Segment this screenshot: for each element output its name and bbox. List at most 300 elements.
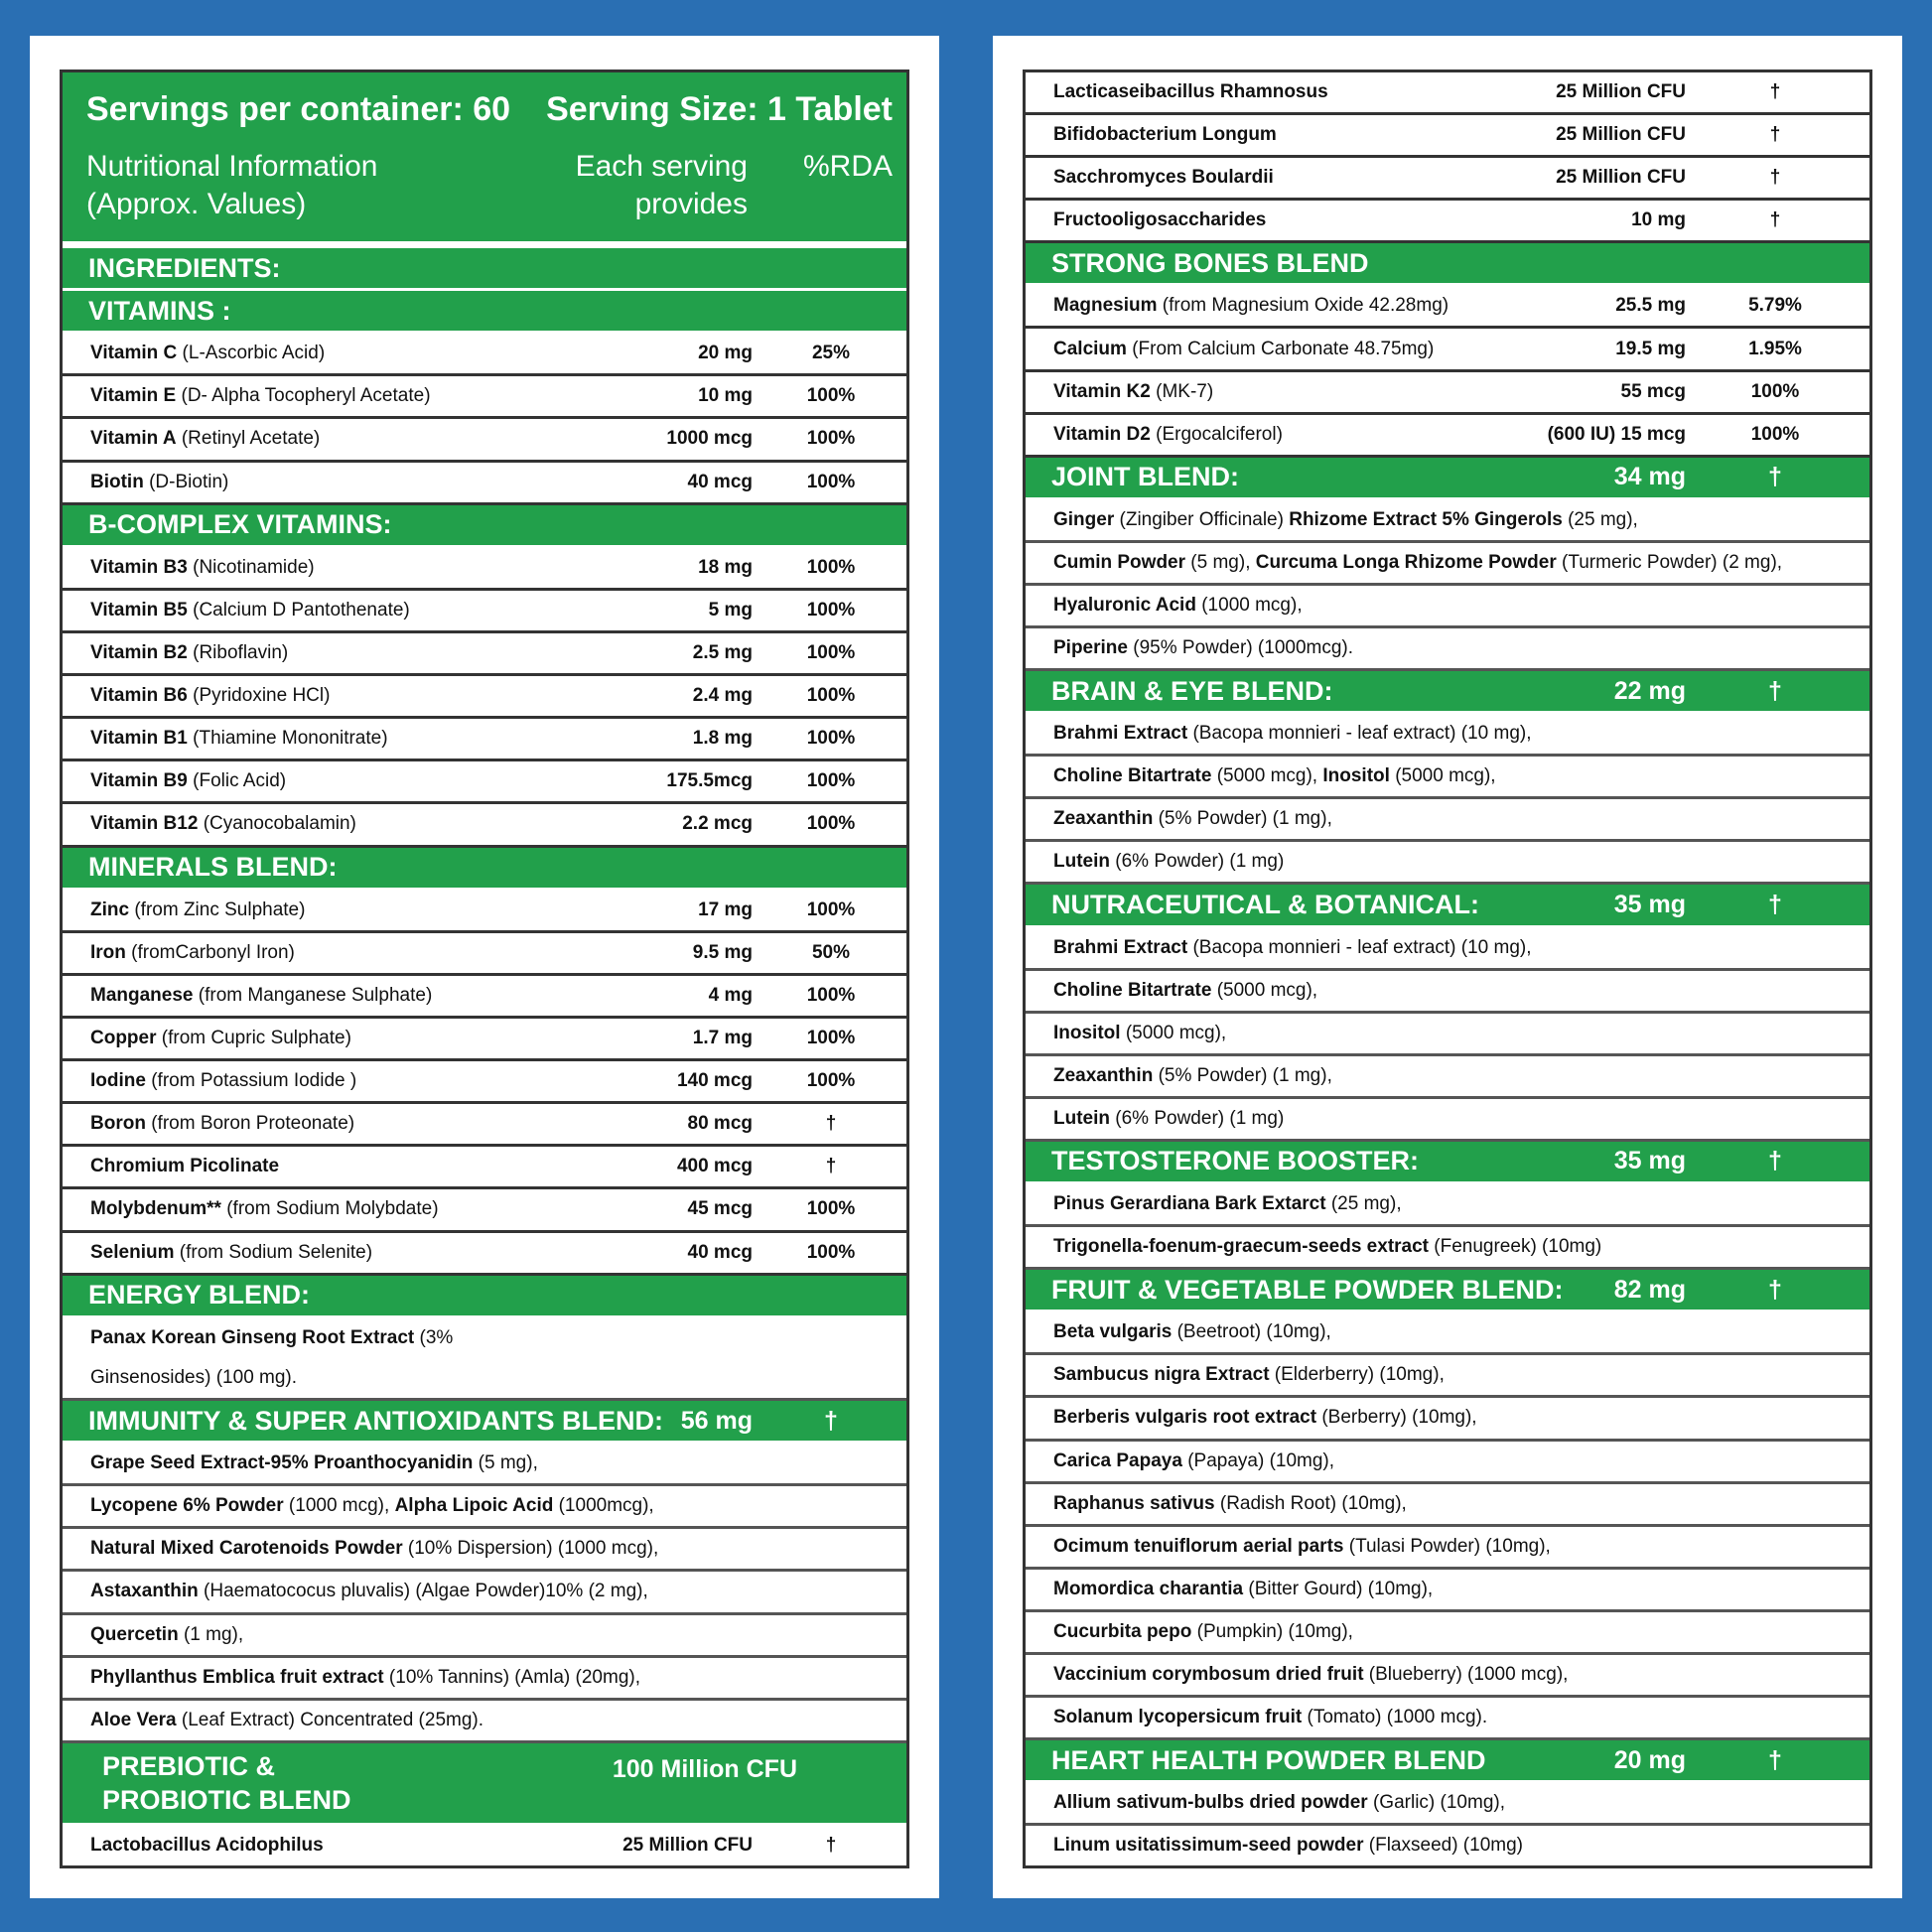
ingredient-detail: (from Manganese Sulphate): [193, 984, 433, 1006]
ingredient-bold: Fructooligosaccharides: [1053, 209, 1267, 231]
ingredient-name: [90, 728, 897, 750]
ingredient-bold: Magnesium: [1053, 295, 1158, 317]
rda-value: 100%: [806, 984, 856, 1006]
ingredient-detail: (Tulasi Powder) (10mg),: [1343, 1535, 1551, 1557]
ingredient-detail: (Turmeric Powder) (2 mg),: [1556, 551, 1783, 573]
ingredient-text-row: [63, 1318, 906, 1358]
table-row: [63, 891, 906, 933]
ingredient-detail: (5% Powder) (1 mg),: [1153, 808, 1332, 830]
ingredient-bold: Aloe Vera: [90, 1709, 177, 1730]
ingredient-bold: Vitamin B6: [90, 685, 188, 707]
ingredient-text-row: [63, 1444, 906, 1486]
ingredient-detail: (5000 mcg),: [1211, 765, 1323, 787]
ingredient-name: [90, 1327, 897, 1349]
table-row: [63, 676, 906, 719]
ingredient-detail: (1000 mcg),: [1195, 594, 1303, 616]
rda-value: †: [825, 1156, 837, 1177]
table-row: [1026, 201, 1869, 243]
ingredient-name: [90, 985, 897, 1007]
section-header: [63, 1401, 906, 1444]
amount-value: 400 mcg: [676, 1156, 753, 1177]
ingredient-text-row: [63, 1615, 906, 1658]
amount-value: 10 mg: [698, 385, 753, 407]
right-panel: [993, 36, 1902, 1898]
ingredient-name: [90, 685, 897, 707]
ingredient-bold: Trigonella-foenum-graecum-seeds extract: [1053, 1236, 1429, 1258]
ingredient-detail: (from Zinc Sulphate): [129, 898, 306, 920]
rda-value: 100%: [806, 813, 856, 835]
amount-value: 5 mg: [708, 599, 753, 621]
ingredient-detail: (Leaf Extract) Concentrated (25mg).: [176, 1709, 484, 1730]
table-row: [1026, 158, 1869, 201]
ingredient-bold: Allium sativum-bulbs dried powder: [1053, 1792, 1368, 1814]
ingredient-bold: Beta vulgaris: [1053, 1321, 1173, 1343]
ingredient-bold: Natural Mixed Carotenoids Powder: [90, 1538, 403, 1560]
table-row: [1026, 372, 1869, 415]
ingredient-name: [1053, 552, 1860, 574]
ingredient-detail: (Zingiber Officinale): [1114, 508, 1290, 530]
ingredient-detail: (from Cupric Sulphate): [156, 1028, 351, 1049]
ingredient-name: [1053, 509, 1860, 531]
ingredient-detail: (Elderberry) (10mg),: [1269, 1364, 1445, 1386]
ingredient-text-row: [1026, 1056, 1869, 1099]
ingredient-name: [1053, 1364, 1860, 1386]
servings-per-container: Servings per container: 60: [86, 90, 511, 128]
ingredient-bold: Rhizome Extract 5% Gingerols: [1289, 508, 1563, 530]
section-title: HEART HEALTH POWDER BLEND: [1051, 1744, 1486, 1775]
table-row: [63, 976, 906, 1019]
ingredient-bold: Grape Seed Extract-95% Proanthocyanidin: [90, 1452, 474, 1474]
ingredient-detail: (from Potassium Iodide ): [145, 1070, 357, 1092]
ingredient-detail: (5000 mcg),: [1389, 765, 1496, 787]
table-row: [63, 591, 906, 633]
ingredient-name: [1053, 1493, 1860, 1515]
section-header: [63, 505, 906, 548]
rda-value: 25%: [811, 343, 851, 364]
amount-value: 25.5 mg: [1615, 295, 1686, 317]
section-title: B-COMPLEX VITAMINS:: [88, 509, 392, 540]
ingredient-text-row: [1026, 842, 1869, 885]
ingredient-text-row: [1026, 1442, 1869, 1484]
ingredient-bold: Vitamin B2: [90, 642, 188, 664]
ingredient-bold: Lactobacillus Acidophilus: [90, 1835, 324, 1857]
table-row: [1026, 415, 1869, 458]
ingredient-text-row: [1026, 1014, 1869, 1056]
ingredient-bold: Momordica charantia: [1053, 1578, 1244, 1599]
ingredient-bold: Vitamin B5: [90, 599, 188, 621]
ingredient-text-row: [1026, 1612, 1869, 1655]
section-title: VITAMINS :: [88, 295, 231, 326]
section-rda: †: [1768, 1745, 1782, 1774]
ingredient-text-row: [1026, 1826, 1869, 1865]
nutrition-table-right: [1023, 69, 1872, 1868]
ingredient-name: [90, 343, 897, 364]
ingredient-detail: (Bitter Gourd) (10mg),: [1243, 1578, 1434, 1599]
rda-value: 100%: [806, 471, 856, 492]
ingredient-name: [1053, 1321, 1860, 1343]
ingredient-detail: (Flaxseed) (10mg): [1363, 1835, 1523, 1857]
ingredient-detail: (Thiamine Mononitrate): [187, 728, 388, 750]
ingredient-name: [1053, 595, 1860, 617]
section-header: [1026, 458, 1869, 500]
ingredient-detail: (10% Tannins) (Amla) (20mg),: [383, 1666, 640, 1688]
ingredient-bold: Vitamin C: [90, 343, 178, 364]
ingredient-bold: Curcuma Longa Rhizome Powder: [1255, 551, 1557, 573]
ingredient-detail: Ginsenosides) (100 mg).: [90, 1366, 298, 1388]
ingredient-bold: Sacchromyces Boulardii: [1053, 167, 1274, 189]
ingredient-text-row: [1026, 1312, 1869, 1355]
ingredient-name: [1053, 808, 1860, 830]
ingredient-bold: Iodine: [90, 1070, 146, 1092]
rda-value: †: [1769, 124, 1781, 146]
rda-value: 1.95%: [1748, 338, 1802, 359]
table-row: [63, 334, 906, 376]
table-row: [63, 1147, 906, 1189]
ingredient-name: [90, 557, 897, 579]
serving-size: Serving Size: 1 Tablet: [546, 90, 893, 128]
ingredient-text-row: [63, 1658, 906, 1701]
ingredient-bold: Chromium Picolinate: [90, 1156, 280, 1177]
section-amount: 35 mg: [1613, 1147, 1686, 1175]
ingredient-name: [1053, 1707, 1860, 1728]
nutrition-table-left: [60, 69, 909, 1868]
section-title: BRAIN & EYE BLEND:: [1051, 675, 1333, 706]
section-header: [1026, 1142, 1869, 1184]
ingredient-name: [1053, 765, 1860, 787]
table-row: [63, 463, 906, 505]
section-amount: 35 mg: [1613, 891, 1686, 919]
ingredient-name: [90, 770, 897, 792]
amount-value: 20 mg: [698, 343, 753, 364]
ingredient-text-row: [1026, 586, 1869, 628]
rda-value: 100%: [806, 385, 856, 407]
ingredient-name: [1053, 1023, 1860, 1044]
ingredient-text-row: [1026, 1355, 1869, 1398]
ingredient-bold: Vitamin A: [90, 428, 177, 450]
ingredient-name: [1053, 1236, 1860, 1258]
ingredient-bold: Calcium: [1053, 338, 1127, 359]
table-row: [63, 719, 906, 761]
ingredient-text-row: [1026, 1398, 1869, 1441]
left-panel: [30, 36, 939, 1898]
ingredient-bold: Carica Papaya: [1053, 1449, 1182, 1471]
ingredient-bold: Sambucus nigra Extract: [1053, 1364, 1270, 1386]
table-header: [63, 72, 906, 248]
ingredient-detail: (Riboflavin): [187, 642, 289, 664]
ingredient-detail: (Garlic) (10mg),: [1367, 1792, 1505, 1814]
amount-value: 25 Million CFU: [622, 1835, 753, 1857]
ingredient-name: [90, 1070, 897, 1092]
table-row: [63, 633, 906, 676]
ingredient-name: [1053, 937, 1860, 959]
ingredient-text-row: [1026, 1227, 1869, 1270]
table-row: [1026, 286, 1869, 329]
ingredient-bold: Panax Korean Ginseng Root Extract: [90, 1326, 415, 1348]
ingredient-bold: Astaxanthin: [90, 1581, 199, 1602]
ingredient-name: [90, 1028, 897, 1049]
ingredient-text-row: [1026, 1655, 1869, 1698]
amount-value: 25 Million CFU: [1556, 167, 1686, 189]
amount-value: 2.5 mg: [692, 642, 753, 664]
ingredient-name: [90, 428, 897, 450]
ingredient-bold: Ginger: [1053, 508, 1115, 530]
ingredient-bold: Zinc: [90, 898, 130, 920]
ingredient-detail: (Bacopa monnieri - leaf extract) (10 mg),: [1187, 723, 1532, 745]
ingredient-bold: Pinus Gerardiana Bark Extarct: [1053, 1193, 1326, 1215]
amount-value: 45 mcg: [687, 1198, 753, 1220]
section-title: ENERGY BLEND:: [88, 1280, 311, 1311]
ingredient-detail: (from Sodium Molybdate): [220, 1198, 439, 1220]
amount-value: 25 Million CFU: [1556, 124, 1686, 146]
ingredient-name: [1053, 1621, 1860, 1643]
ingredient-bold: Selenium: [90, 1241, 175, 1263]
ingredient-bold: Iron: [90, 941, 126, 963]
ingredient-text-row: [1026, 928, 1869, 971]
rda-value: 100%: [806, 556, 856, 578]
rda-value: 100%: [806, 428, 856, 450]
ingredient-bold: Choline Bitartrate: [1053, 979, 1212, 1001]
ingredient-bold: Inositol: [1322, 765, 1390, 787]
ingredient-bold: Bifidobacterium Longum: [1053, 124, 1277, 146]
each-line-2: provides: [634, 188, 748, 220]
ingredient-detail: (10% Dispersion) (1000 mcg),: [402, 1538, 659, 1560]
section-amount: 20 mg: [1613, 1745, 1686, 1774]
section-title: TESTOSTERONE BOOSTER:: [1051, 1146, 1420, 1176]
ingredient-bold: Lycopene 6% Powder: [90, 1495, 284, 1517]
table-row: [63, 1233, 906, 1276]
section-title: MINERALS BLEND:: [88, 852, 338, 883]
ingredient-text-row: [1026, 500, 1869, 543]
amount-value: 18 mg: [698, 556, 753, 578]
ingredient-name: [1053, 1407, 1860, 1429]
ingredient-bold: Choline Bitartrate: [1053, 765, 1212, 787]
ingredient-name: [1053, 1664, 1860, 1686]
amount-value: 10 mg: [1631, 209, 1686, 231]
section-header: [63, 248, 906, 291]
table-row: [63, 933, 906, 976]
section-header: [63, 1276, 906, 1318]
ingredient-name: [1053, 1193, 1860, 1215]
ingredient-name: [1053, 980, 1860, 1002]
ingredient-bold: Manganese: [90, 984, 194, 1006]
ingredient-name: [1053, 637, 1860, 659]
section-header: [1026, 885, 1869, 927]
ingredient-bold: Vitamin B1: [90, 728, 188, 750]
ingredient-detail: (Beetroot) (10mg),: [1172, 1321, 1331, 1343]
ingredient-bold: Vitamin E: [90, 385, 177, 407]
ingredient-bold: Linum usitatissimum-seed powder: [1053, 1835, 1364, 1857]
amount-value: 55 mcg: [1620, 380, 1686, 402]
ingredient-text-row: [1026, 714, 1869, 757]
section-header: [63, 1743, 906, 1826]
ingredient-bold: Vitamin K2: [1053, 380, 1151, 402]
ingredient-detail: (Blueberry) (1000 mcg),: [1363, 1663, 1569, 1685]
ingredient-bold: Vitamin B9: [90, 770, 188, 792]
section-amount: 82 mg: [1613, 1275, 1686, 1304]
ingredient-text-row: [63, 1529, 906, 1572]
amount-value: 2.4 mg: [692, 685, 753, 707]
section-header: [63, 848, 906, 891]
ingredient-detail: (MK-7): [1150, 380, 1214, 402]
section-title: IMMUNITY & SUPER ANTIOXIDANTS BLEND:: [88, 1405, 664, 1436]
amount-value: 1000 mcg: [666, 428, 753, 450]
each-line-1: Each serving: [575, 150, 748, 183]
section-title-line-2: PROBIOTIC BLEND: [102, 1784, 351, 1815]
section-title: JOINT BLEND:: [1051, 462, 1239, 492]
ingredient-bold: Copper: [90, 1028, 157, 1049]
ingredient-name: [90, 813, 897, 835]
rda-value: 100%: [806, 728, 856, 750]
ingredient-name: [90, 1113, 897, 1135]
section-rda: †: [1768, 1147, 1782, 1175]
amount-value: 175.5mcg: [666, 770, 753, 792]
ingredient-detail: (5000 mcg),: [1120, 1022, 1227, 1043]
section-header: [1026, 671, 1869, 714]
ingredient-name: [1053, 1536, 1860, 1558]
ingredient-detail: (25 mg),: [1325, 1193, 1402, 1215]
ingredient-bold: Vitamin B3: [90, 556, 188, 578]
ingredient-detail: (Folic Acid): [187, 770, 287, 792]
rda-value: †: [1769, 209, 1781, 231]
section-title: NUTRACEUTICAL & BOTANICAL:: [1051, 890, 1479, 920]
each-serving-label: [576, 148, 748, 223]
ingredient-detail: (from Boron Proteonate): [145, 1113, 355, 1135]
ingredient-bold: Vitamin B12: [90, 813, 199, 835]
table-row: [63, 1019, 906, 1061]
ingredient-bold: Hyaluronic Acid: [1053, 594, 1196, 616]
ingredient-bold: Lutein: [1053, 851, 1110, 873]
ingredient-detail: (Retinyl Acetate): [176, 428, 321, 450]
ingredient-detail: (25 mg),: [1562, 508, 1638, 530]
ingredient-name: [90, 1624, 897, 1646]
section-header: [1026, 243, 1869, 286]
amount-value: 40 mcg: [687, 1241, 753, 1263]
ingredient-text-row: [1026, 1570, 1869, 1612]
ingredient-detail: (5% Powder) (1 mg),: [1153, 1064, 1332, 1086]
ingredient-detail: (1 mg),: [178, 1623, 244, 1645]
table-row: [63, 548, 906, 591]
ingredient-detail: (Pumpkin) (10mg),: [1191, 1620, 1353, 1642]
table-row: [1026, 329, 1869, 371]
rda-value: 100%: [806, 1028, 856, 1049]
ingredient-bold: Lutein: [1053, 1107, 1110, 1129]
rda-value: 100%: [806, 898, 856, 920]
amount-value: 40 mcg: [687, 471, 753, 492]
section-rda: †: [1768, 463, 1782, 491]
ingredient-text-row: [1026, 1484, 1869, 1527]
ingredient-bold: Berberis vulgaris root extract: [1053, 1407, 1317, 1429]
section-amount: 100 Million CFU: [612, 1754, 797, 1783]
nutritional-information-label: [86, 148, 377, 223]
table-row: [63, 1061, 906, 1104]
section-amount: 22 mg: [1613, 676, 1686, 705]
ingredient-detail: (D-Biotin): [143, 471, 229, 492]
rda-value: †: [1769, 81, 1781, 103]
ingredient-bold: Cumin Powder: [1053, 551, 1186, 573]
ingredient-bold: Raphanus sativus: [1053, 1492, 1215, 1514]
ingredient-bold: Ocimum tenuiflorum aerial parts: [1053, 1535, 1344, 1557]
ingredient-name: [90, 1452, 897, 1474]
section-rda: †: [1768, 676, 1782, 705]
rda-value: 100%: [806, 642, 856, 664]
ingredient-text-row: [63, 1572, 906, 1614]
section-header: [63, 291, 906, 334]
ingredient-text-row: [1026, 1184, 1869, 1227]
ingredient-name: [1053, 1108, 1860, 1130]
ingredient-text-row: [63, 1701, 906, 1743]
ingredient-detail: (3%: [414, 1326, 454, 1348]
rda-value: 100%: [1750, 423, 1800, 445]
ingredient-detail: (6% Powder) (1 mg): [1110, 1107, 1285, 1129]
amount-value: 1.7 mg: [692, 1028, 753, 1049]
rda-value: 100%: [1750, 380, 1800, 402]
ingredient-text-row: [63, 1358, 906, 1401]
ingredient-text-row: [63, 1486, 906, 1529]
ingredient-detail: (Cyanocobalamin): [198, 813, 356, 835]
ingredient-text-row: [1026, 543, 1869, 586]
ingredient-name: [1053, 1792, 1860, 1814]
ingredient-name: [90, 1538, 897, 1560]
ingredient-text-row: [1026, 1783, 1869, 1826]
ingredient-text-row: [1026, 799, 1869, 842]
ingredient-bold: Zeaxanthin: [1053, 808, 1154, 830]
ingredient-name: [90, 385, 897, 407]
table-row: [63, 1189, 906, 1232]
amount-value: 2.2 mcg: [682, 813, 753, 835]
ingredient-bold: Inositol: [1053, 1022, 1121, 1043]
rda-value: 100%: [806, 1241, 856, 1263]
section-rda: †: [1768, 1275, 1782, 1304]
ingredient-name: [90, 1710, 897, 1731]
ingredient-detail: (Berberry) (10mg),: [1316, 1407, 1477, 1429]
ingredient-name: [90, 899, 897, 921]
ingredient-text-row: [1026, 757, 1869, 799]
section-rda: †: [1768, 891, 1782, 919]
ingredient-bold: Cucurbita pepo: [1053, 1620, 1192, 1642]
ingredient-detail: (1000 mcg),: [283, 1495, 395, 1517]
ingredient-detail: (Pyridoxine HCl): [187, 685, 331, 707]
ingredient-bold: Piperine: [1053, 637, 1128, 659]
ingredient-detail: (Ergocalciferol): [1150, 423, 1283, 445]
ingredient-detail: (Tomato) (1000 mcg).: [1302, 1707, 1488, 1727]
ingredient-name: [90, 1198, 897, 1220]
rda-value: 100%: [806, 685, 856, 707]
ingredient-bold: Brahmi Extract: [1053, 723, 1188, 745]
table-row: [63, 761, 906, 804]
ingredient-detail: (6% Powder) (1 mg): [1110, 851, 1285, 873]
ingredient-detail: (5000 mcg),: [1211, 979, 1318, 1001]
ingredient-bold: Zeaxanthin: [1053, 1064, 1154, 1086]
ingredient-text-row: [1026, 1527, 1869, 1570]
ingredient-detail: (Bacopa monnieri - leaf extract) (10 mg),: [1187, 936, 1532, 958]
ingredient-detail: (fromCarbonyl Iron): [125, 941, 295, 963]
section-rda: †: [824, 1406, 838, 1435]
ingredient-name: [1053, 851, 1860, 873]
ingredient-detail: (L-Ascorbic Acid): [177, 343, 326, 364]
nutri-line-1: Nutritional Information: [86, 150, 378, 183]
section-title: FRUIT & VEGETABLE POWDER BLEND:: [1051, 1274, 1564, 1305]
ingredient-name: [90, 1495, 897, 1517]
section-title: STRONG BONES BLEND: [1051, 247, 1369, 278]
ingredient-text-row: [1026, 628, 1869, 671]
amount-value: 19.5 mg: [1615, 338, 1686, 359]
table-row: [1026, 72, 1869, 115]
rda-value: †: [825, 1113, 837, 1135]
table-row: [63, 376, 906, 419]
ingredient-name: [90, 942, 897, 964]
rda-value: 5.79%: [1748, 295, 1802, 317]
ingredient-name: [1053, 1450, 1860, 1472]
